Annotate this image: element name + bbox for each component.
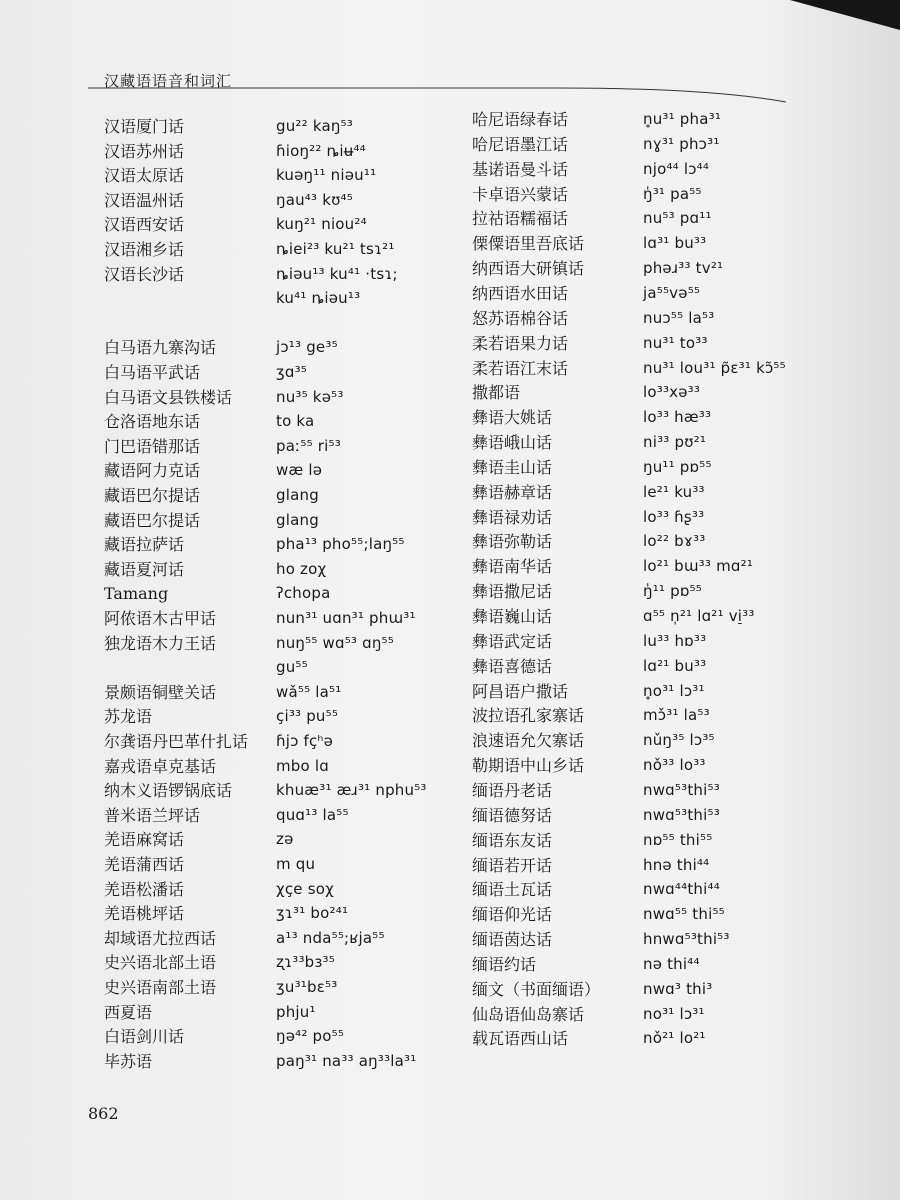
word-form: ku⁴¹ ȵiəu¹³	[276, 289, 361, 308]
language-name: 羌语麻窝话	[104, 830, 185, 850]
word-form: nu³¹ to³³	[643, 333, 708, 352]
language-name: 汉语温州话	[104, 190, 185, 210]
page-corner-shadow	[790, 0, 900, 30]
language-name: 彝语赫章话	[472, 482, 553, 502]
word-form: pha¹³ pho⁵⁵;laŋ⁵⁵	[276, 535, 405, 554]
word-form: paŋ³¹ na³³ aŋ³³la³¹	[276, 1051, 417, 1070]
word-form: zə	[276, 830, 294, 849]
word-form: ŋə⁴² po⁵⁵	[276, 1027, 345, 1046]
language-name: 彝语喜德话	[472, 656, 553, 676]
language-name: 彝语峨山话	[472, 433, 553, 453]
word-form: gu⁵⁵	[276, 658, 308, 677]
word-form: nə thi⁴⁴	[643, 954, 700, 973]
word-form: nu⁵³ pɑ¹¹	[643, 209, 712, 228]
word-form: nǔŋ³⁵ lɔ³⁵	[643, 731, 715, 750]
language-name: 汉语长沙话	[104, 264, 185, 284]
language-name: 门巴语错那话	[104, 436, 201, 456]
language-name: 哈尼语绿春话	[472, 110, 569, 129]
word-form: nwɑ⁵⁵ thi⁵⁵	[643, 905, 725, 924]
word-form: lo³³ hæ³³	[643, 408, 712, 427]
word-form: ɦioŋ²² ȵiʉ⁴⁴	[276, 141, 366, 160]
language-name: 卡卓语兴蒙话	[472, 184, 569, 204]
word-form: kuŋ²¹ niou²⁴	[276, 215, 367, 234]
language-name: 羌语松潘话	[104, 879, 185, 899]
language-name: 彝语大姚话	[472, 408, 553, 428]
word-form: paː⁵⁵ ri⁵³	[276, 436, 341, 455]
running-header-title: 汉藏语语音和词汇	[104, 72, 233, 90]
word-form: lɑ³¹ bu³³	[643, 234, 707, 253]
word-form: glang	[276, 510, 319, 529]
language-name: 纳木义语锣锅底话	[104, 781, 233, 801]
word-form: nǒ²¹ lo²¹	[643, 1029, 706, 1048]
word-form: wæ lə	[276, 461, 323, 480]
language-name: 浪速语允欠寨话	[472, 731, 585, 751]
word-form: to ka	[276, 412, 315, 431]
language-name: 缅语丹老话	[472, 780, 553, 800]
language-name: 缅语东友话	[472, 830, 553, 850]
word-form: mbo lɑ	[276, 756, 329, 775]
word-form: lo³³ ɦʂ³³	[643, 507, 705, 526]
word-form: ʔchopa	[276, 584, 331, 603]
language-name: 基诺语曼斗话	[472, 159, 569, 179]
word-form: nwɑ⁵³thi⁵³	[643, 805, 720, 824]
language-name: 纳西语大研镇话	[472, 259, 585, 279]
word-form: ŋ̍³¹ pa⁵⁵	[643, 184, 702, 203]
word-form: m qu	[276, 855, 316, 873]
word-form: nɣ³¹ phɔ³¹	[643, 134, 720, 153]
word-form: jɔ¹³ ge³⁵	[276, 338, 338, 357]
word-form: lo²¹ bɯ³³ mɑ²¹	[643, 557, 754, 576]
word-form: çi³³ pu⁵⁵	[276, 707, 339, 726]
language-name: 藏语巴尔提话	[104, 486, 201, 505]
word-form: ŋ̍¹¹ pɒ⁵⁵	[643, 582, 702, 601]
language-name: 汉语厦门话	[104, 117, 185, 136]
language-name: 藏语夏河话	[104, 559, 185, 579]
language-name: 苏龙语	[104, 707, 153, 727]
word-form: hnwɑ⁵³thi⁵³	[643, 930, 730, 949]
word-form: phəɹ³³ tv²¹	[643, 259, 724, 278]
language-name: 柔若语江末话	[472, 358, 569, 378]
word-form: nuɔ⁵⁵ la⁵³	[643, 308, 715, 327]
language-name: 彝语弥勒话	[472, 532, 553, 552]
word-form: nǒ³³ lo³³	[643, 756, 706, 775]
language-name: 载瓦语西山话	[472, 1029, 569, 1049]
language-name: 汉语湘乡话	[104, 240, 185, 259]
word-form: lɑ²¹ bu³³	[643, 656, 707, 675]
word-form: njo⁴⁴ lɔ⁴⁴	[643, 159, 710, 178]
word-form: kuəŋ¹¹ niəu¹¹	[276, 166, 377, 185]
word-form: nwɑ⁴⁴thi⁴⁴	[643, 880, 720, 899]
word-form: nwɑ³ thi³	[643, 979, 713, 998]
language-name: 白马语文县铁楼话	[104, 387, 233, 407]
word-form: mɔ̌³¹ la⁵³	[643, 706, 710, 725]
word-form: nɒ⁵⁵ thi⁵⁵	[643, 830, 713, 849]
word-form: lu³³ hɒ³³	[643, 631, 707, 650]
header-rule	[88, 66, 788, 106]
word-form: ho zoχ	[276, 559, 327, 578]
language-name: Tamang	[104, 584, 169, 604]
language-name: 拉祜语糯福话	[472, 209, 569, 229]
page-number: 862	[88, 1104, 119, 1123]
word-form: ʒɿ³¹ bo²⁴¹	[276, 904, 349, 923]
language-name: 柔若语果力话	[472, 333, 569, 353]
word-form: khuæ³¹ æɹ³¹ nphu⁵³	[276, 781, 427, 800]
word-form: no³¹ lɔ³¹	[643, 1004, 705, 1023]
language-name: 汉语西安话	[104, 215, 185, 235]
word-form: nuŋ⁵⁵ wɑ⁵³ ɑŋ⁵⁵	[276, 633, 394, 652]
word-form: ɦjɔ fçʰə	[276, 732, 334, 750]
word-form: nu³⁵ kə⁵³	[276, 387, 344, 406]
word-form: ʒu³¹bɛ⁵³	[276, 978, 338, 996]
language-name: 彝语圭山话	[472, 457, 553, 477]
language-name: 彝语武定话	[472, 631, 553, 651]
word-form: ȵiəu¹³ ku⁴¹ ·tsɿ;	[276, 264, 398, 283]
language-name: 白语剑川话	[104, 1027, 185, 1047]
word-form: ni³³ pʊ²¹	[643, 433, 707, 452]
language-name: 彝语撒尼话	[472, 582, 553, 602]
language-name: 缅语土瓦话	[472, 880, 553, 900]
language-name: 白马语九寨沟话	[104, 338, 217, 358]
language-name: 汉语苏州话	[104, 141, 185, 161]
language-name: 史兴语北部土语	[104, 953, 217, 973]
language-name: 缅语若开话	[472, 855, 553, 875]
word-form: ŋau⁴³ kʊ⁴⁵	[276, 190, 353, 209]
language-name: 波拉语孔家寨话	[472, 706, 585, 726]
language-name: 尔龚语丹巴革什扎话	[104, 732, 249, 751]
word-form: ŋu¹¹ pɒ⁵⁵	[643, 457, 712, 476]
word-form: glang	[276, 486, 319, 504]
language-name: 傈僳语里吾底话	[472, 234, 585, 254]
language-name: 怒苏语棉谷话	[472, 308, 569, 328]
word-form: wǎ⁵⁵ la⁵¹	[276, 682, 342, 701]
language-name: 毕苏语	[104, 1051, 153, 1071]
word-form: gu²² kaŋ⁵³	[276, 117, 353, 135]
word-form: le²¹ ku³³	[643, 482, 705, 501]
language-name: 缅文（书面缅语）	[472, 979, 601, 999]
language-name: 藏语拉萨话	[104, 535, 185, 555]
word-form: n̥o³¹ lɔ³¹	[643, 681, 705, 700]
language-name: 彝语南华话	[472, 557, 553, 577]
language-name: 勒期语中山乡话	[472, 756, 585, 776]
word-form: ȵiei²³ ku²¹ tsɿ²¹	[276, 240, 395, 258]
word-form: n̥u³¹ pha³¹	[643, 110, 722, 128]
word-form: χçe soχ	[276, 879, 334, 898]
language-name: 彝语禄劝话	[472, 507, 553, 527]
language-name: 汉语太原话	[104, 166, 185, 186]
language-name: 仓洛语地东话	[104, 412, 201, 432]
word-form: ʒɑ³⁵	[276, 363, 308, 381]
language-name: 羌语蒲西话	[104, 855, 185, 874]
language-name: 却域语尤拉西话	[104, 928, 217, 948]
language-name: 羌语桃坪话	[104, 904, 185, 924]
language-name: 阿昌语户撒话	[472, 681, 569, 701]
word-form: ja⁵⁵və⁵⁵	[643, 283, 701, 302]
word-form: nun³¹ uɑn³¹ phɯ³¹	[276, 609, 416, 627]
word-form: nwɑ⁵³thi⁵³	[643, 780, 720, 799]
language-name: 嘉戎语卓克基话	[104, 756, 217, 776]
word-form: a¹³ nda⁵⁵;ʁja⁵⁵	[276, 928, 385, 947]
language-name: 缅语仰光话	[472, 905, 553, 925]
language-name: 缅语德努话	[472, 805, 553, 825]
language-name: 缅语约话	[472, 954, 537, 974]
language-name: 景颇语铜壁关话	[104, 682, 217, 702]
language-name: 哈尼语墨江话	[472, 134, 569, 154]
language-name: 普米语兰坪话	[104, 805, 201, 825]
language-name: 西夏语	[104, 1002, 153, 1022]
language-name: 纳西语水田话	[472, 283, 569, 303]
word-form: hnə thi⁴⁴	[643, 855, 710, 874]
language-name: 仙岛语仙岛寨话	[472, 1004, 585, 1024]
language-name: 撒都语	[472, 383, 521, 403]
word-form: nu³¹ lou³¹ p̃ɛ³¹ kɔ̃⁵⁵	[643, 358, 786, 377]
word-form: ʐɿ³³bɜ³⁵	[276, 953, 335, 972]
word-form: quɑ¹³ la⁵⁵	[276, 805, 349, 824]
language-name: 藏语阿力克话	[104, 461, 201, 481]
language-name: 史兴语南部土语	[104, 978, 217, 997]
word-form: lo²² bɤ³³	[643, 532, 706, 551]
language-name: 缅语茵达话	[472, 930, 553, 950]
word-form: phju¹	[276, 1002, 316, 1021]
language-name: 独龙语木力王话	[104, 633, 217, 653]
language-name: 彝语巍山话	[472, 607, 553, 626]
language-name: 阿侬语木古甲话	[104, 609, 217, 628]
language-name: 白马语平武话	[104, 363, 201, 382]
word-form: lo³³xə³³	[643, 383, 701, 402]
word-form: ɑ⁵⁵ n̩²¹ lɑ²¹ vi̠³³	[643, 607, 755, 625]
language-name: 藏语巴尔提话	[104, 510, 201, 530]
